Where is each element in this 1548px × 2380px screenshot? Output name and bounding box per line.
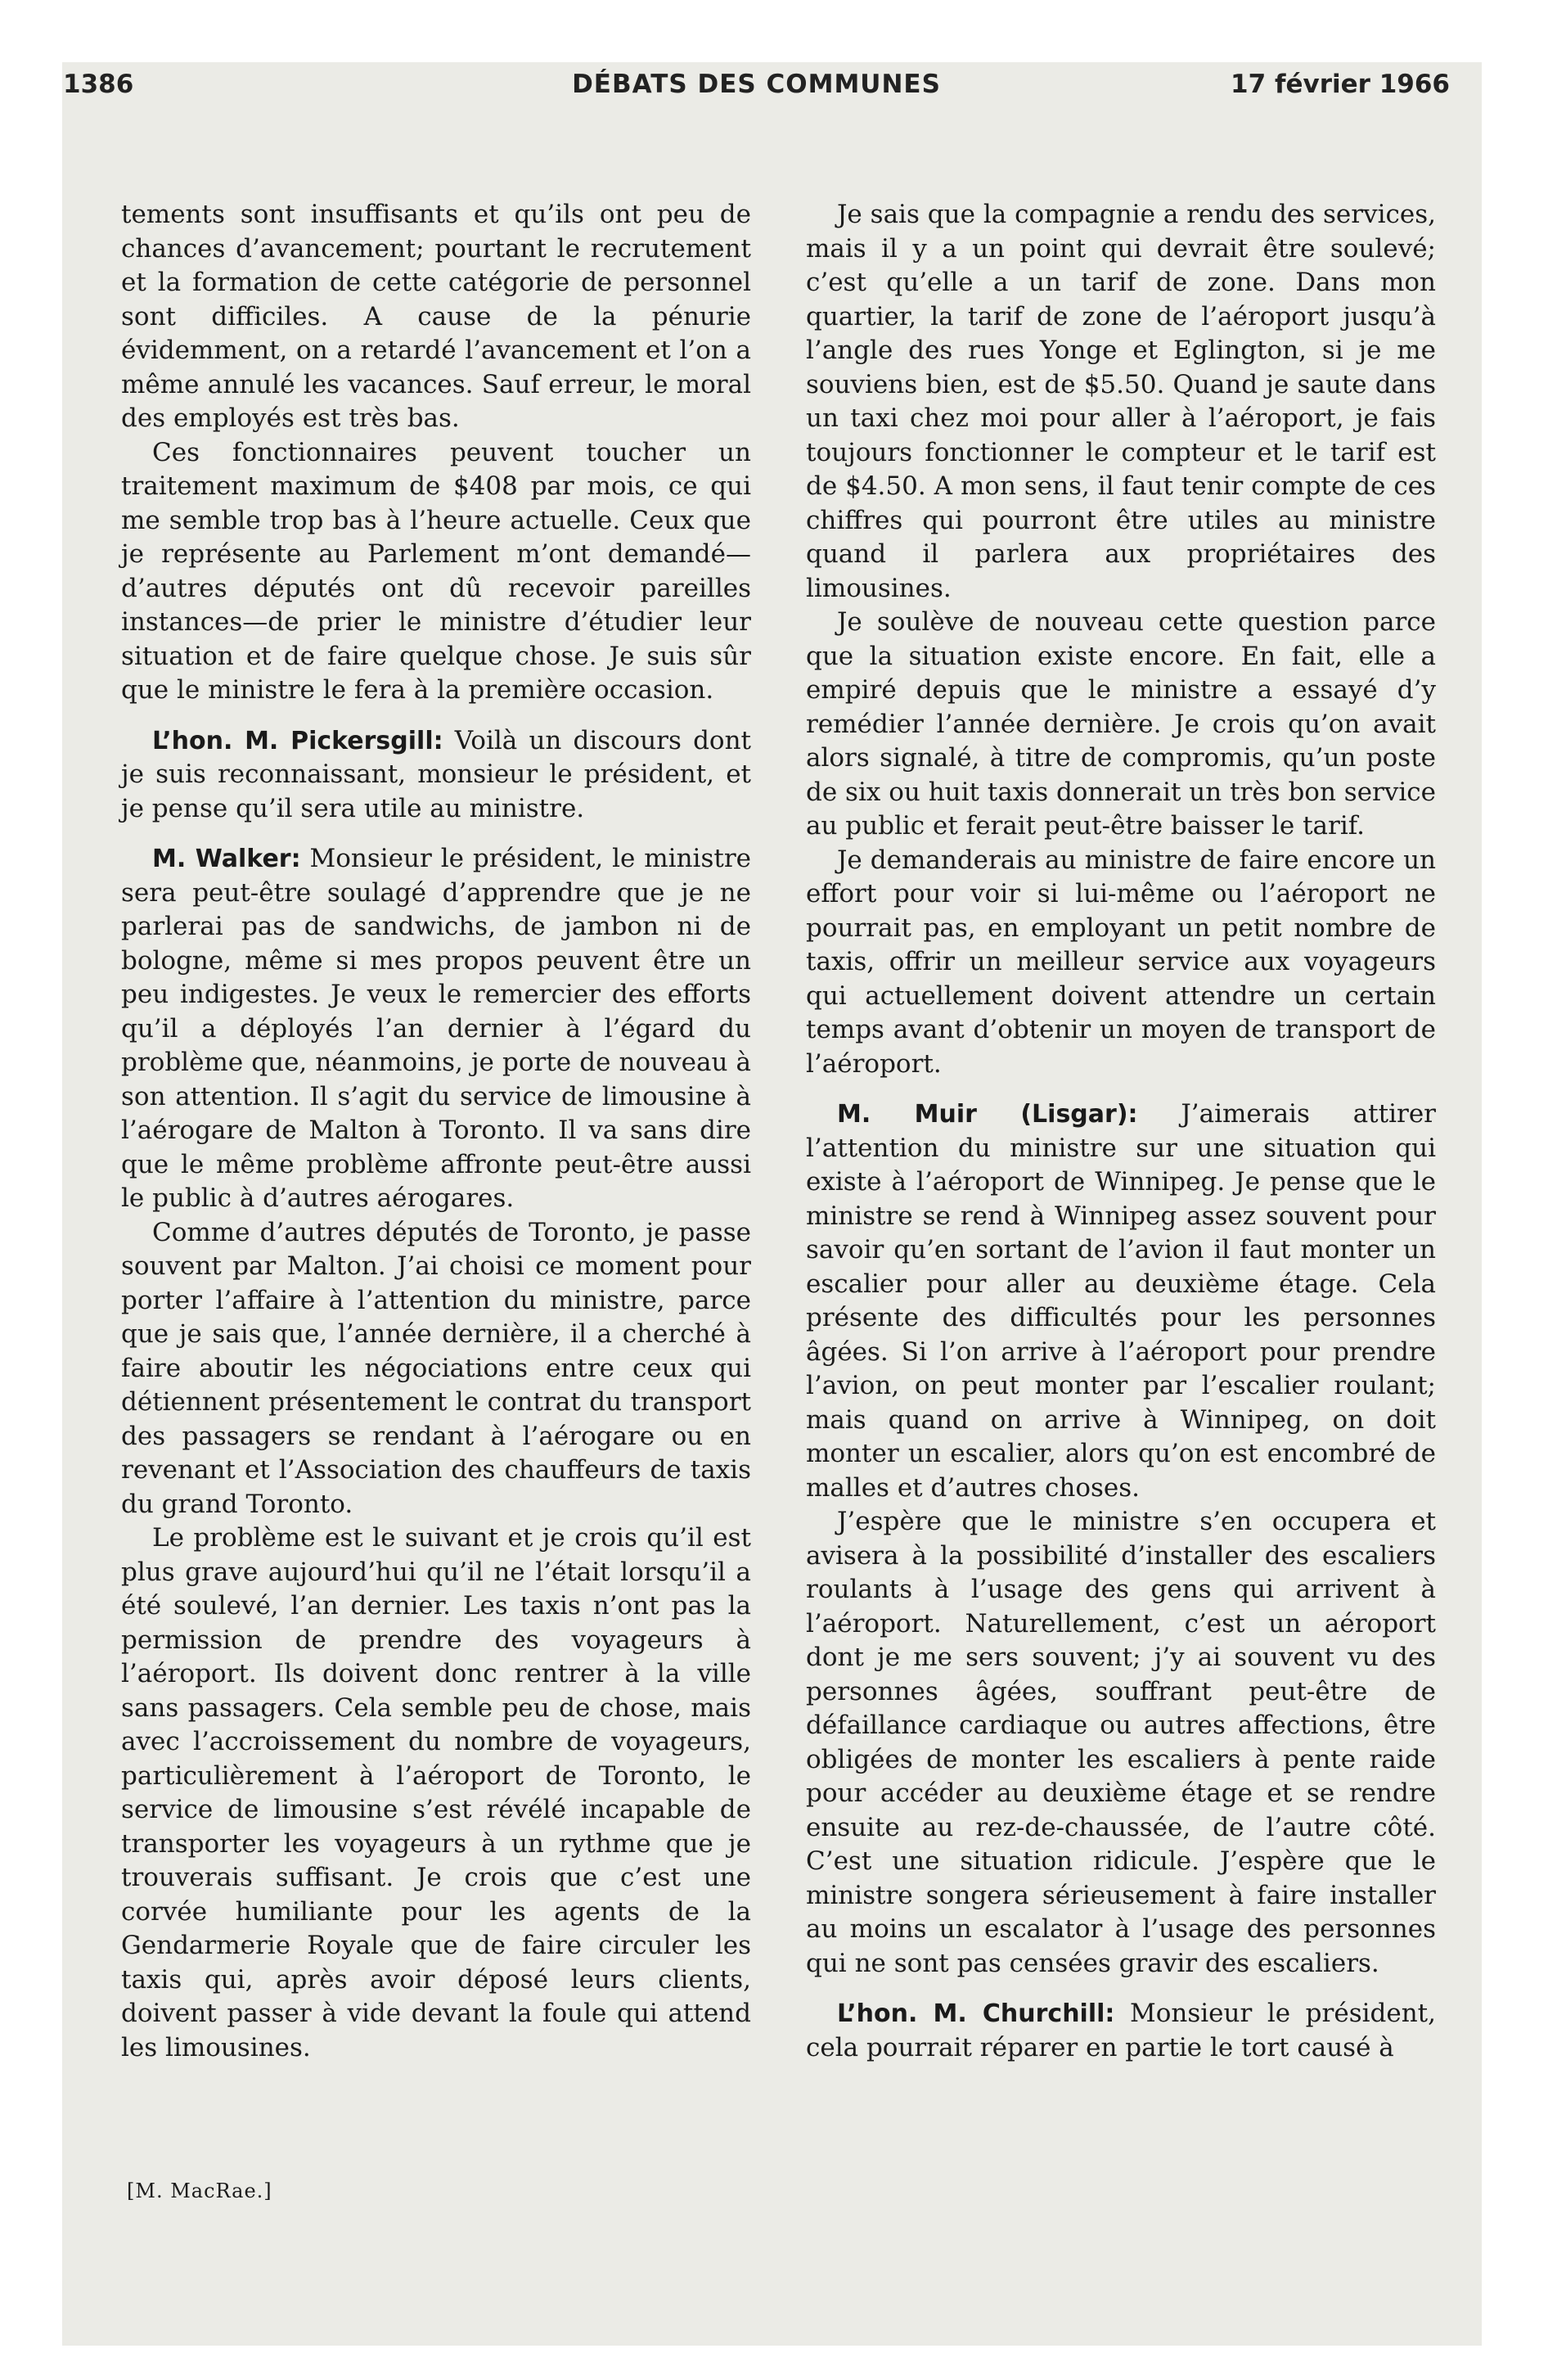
speaker-name: M. Muir (Lisgar):	[837, 1100, 1138, 1129]
speech-pickersgill	[121, 724, 751, 827]
paragraph: J’espère que le ministre s’en occupera et avisera à la possibilité d’installer des escaliers roulants à l’usage des gens qui arrivent à l’aéroport. Naturellement, c’est un aéroport dont je me sers souvent; j’y ai souvent vu des personnes âgées, souffrant peut-être de défaillance cardiaque ou autres affections, être obligées de monter les escaliers à pente raide pour accéder au deuxième étage et se rendre ensuite au rez-de-chaussée, de l’autre côté. C’est une situation ridicule. J’espère que le ministre songera sérieusement à faire installer au moins un escalator à l’usage des personnes qui ne sont pas censées gravir des escaliers.	[806, 1507, 1436, 1978]
footnote: [M. MacRae.]	[127, 2179, 272, 2202]
paragraph: Ces fonctionnaires peuvent toucher un traitement maximum de $408 par mois, ce qui me semble trop bas à l’heure actuelle. Ceux que je représente au Parlement m’ont demandé—d’autres députés ont dû recevoir pareilles instances—de prier le ministre d’étudier leur situation et de faire quelque chose. Je suis sûr que le ministre le fera à la première occasion.	[121, 437, 751, 705]
right-column	[806, 198, 1436, 2065]
speech-walker	[121, 842, 751, 1216]
speech-churchill	[806, 1997, 1436, 2065]
page-title: DÉBATS DES COMMUNES	[572, 70, 941, 99]
paragraph: Comme d’autres députés de Toronto, je passe souvent par Malton. J’ai choisi ce moment pour porter l’affaire à l’attention du ministre, parce que je sais que, l’année dernière, il a cherché à faire aboutir les négociations entre ceux qui détiennent présentement le contrat du transport des passagers se rendant à l’aérogare ou en revenant et l’Association des chauffeurs de taxis du grand Toronto.	[121, 1217, 751, 1519]
speaker-name: L’hon. M. Churchill:	[837, 1999, 1115, 2028]
speech-text: J’aimerais attirer l’attention du ministre sur une situation qui existe à l’aéroport de Winnipeg. Je pense que le ministre se rend à Winnipeg assez souvent pour savoir qu’en sortant de l’avion il faut monter un escalier pour aller au deuxième étage. Cela présente des difficultés pour les personnes âgées. Si l’on arrive à l’aéroport pour prendre l’avion, on peut monter par l’escalier roulant; mais quand on arrive à Winnipeg, on doit monter un escalier, alors qu’on est encombré de malles et d’autres choses.	[806, 1099, 1436, 1503]
speech-text: Voilà un discours dont je suis reconnaissant, monsieur le président, et je pense qu’il sera utile au ministre.	[121, 725, 751, 823]
paragraph: Le problème est le suivant et je crois qu’il est plus grave aujourd’hui qu’il ne l’était lorsqu’il a été soulevé, l’an dernier. Les taxis n’ont pas la permission de prendre des voyageurs à l’aéroport. Ils doivent donc rentrer à la ville sans passagers. Cela semble peu de chose, mais avec l’accroissement du nombre de voyageurs, particulièrement à l’aéroport de Toronto, le service de limousine s’est révélé incapable de transporter les voyageurs à un rythme que je trouverais suffisant. Je crois que c’est une corvée humiliante pour les agents de la Gendarmerie Royale que de faire circuler les taxis qui, après avoir déposé leurs clients, doivent passer à vide devant la foule qui attend les limousines.	[121, 1523, 751, 2062]
page-header	[63, 70, 1450, 119]
paragraph: tements sont insuffisants et qu’ils ont peu de chances d’avancement; pourtant le recrutement et la formation de cette catégorie de personnel sont difficiles. A cause de la pénurie évidemment, on a retardé l’avancement et l’on a même annulé les vacances. Sauf erreur, le moral des employés est très bas.	[121, 200, 751, 433]
speech-text: Monsieur le président, le ministre sera peut-être soulagé d’apprendre que je ne parlerai pas de sandwichs, de jambon ni de bologne, même si mes propos peuvent être un peu indigestes. Je veux le remercier des efforts qu’il a déployés l’an dernier à l’égard du problème que, néanmoins, je porte de nouveau à son attention. Il s’agit du service de limousine à l’aérogare de Malton à Toronto. Il va sans dire que le même problème affronte peut-être aussi le public à d’autres aérogares.	[121, 844, 752, 1213]
page-date: 17 février 1966	[1231, 70, 1450, 99]
paragraph: Je soulève de nouveau cette question parce que la situation existe encore. En fait, elle a empiré depuis que le ministre a essayé d’y remédier l’année dernière. Je crois qu’on avait alors signalé, à titre de compromis, qu’un poste de six ou huit taxis donnerait un très bon service au public et ferait peut-être baisser le tarif.	[806, 607, 1436, 841]
speaker-name: L’hon. M. Pickersgill:	[152, 726, 443, 755]
speech-muir	[806, 1098, 1436, 1505]
speech-text: Monsieur le président, cela pourrait réparer en partie le tort causé à	[806, 1999, 1436, 2062]
paragraph: Je sais que la compagnie a rendu des services, mais il y a un point qui devrait être soulevé; c’est qu’elle a un tarif de zone. Dans mon quartier, la tarif de zone de l’aéroport jusqu’à l’angle des rues Yonge et Eglington, si je me souviens bien, est de $5.50. Quand je saute dans un taxi chez moi pour aller à l’aéroport, je fais toujours fonctionner le compteur et le tarif est de $4.50. A mon sens, il faut tenir compte de ces chiffres qui pourront être utiles au ministre quand il parlera aux propriétaires des limousines.	[806, 200, 1436, 603]
speaker-name: M. Walker:	[152, 845, 301, 873]
left-column	[121, 198, 751, 2065]
page-number: 1386	[63, 70, 134, 99]
paragraph: Je demanderais au ministre de faire encore un effort pour voir si lui-même ou l’aéroport ne pourrait pas, en employant un petit nombre de taxis, offrir un meilleur service aux voyageurs qui actuellement doivent attendre un certain temps avant d’obtenir un moyen de transport de l’aéroport.	[806, 845, 1436, 1079]
